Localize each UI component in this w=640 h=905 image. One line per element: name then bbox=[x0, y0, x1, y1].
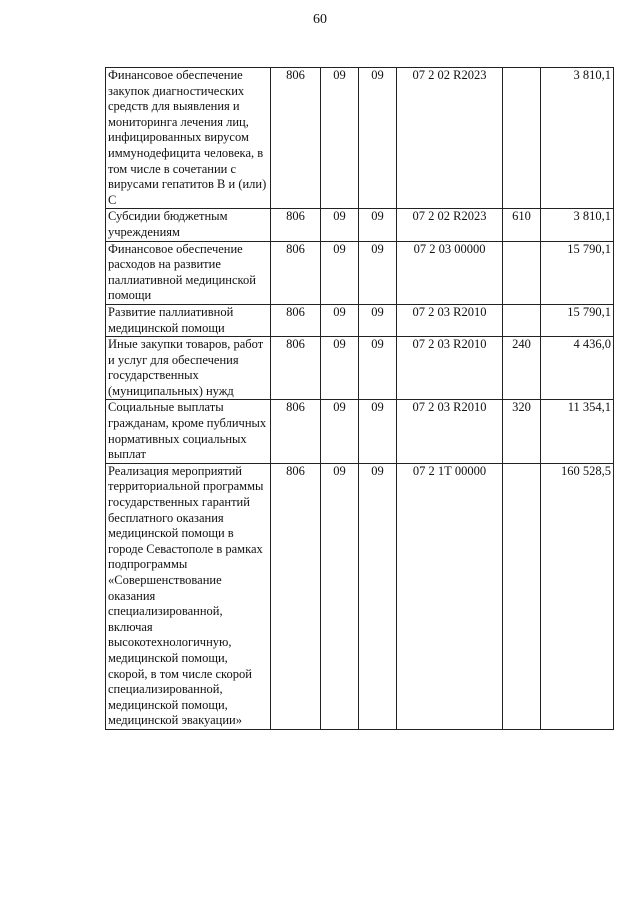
row-name: Развитие паллиативной медицинской помощи bbox=[106, 304, 271, 336]
table-row bbox=[106, 209, 614, 241]
page-number: 60 bbox=[313, 12, 327, 27]
row-target-code: 07 2 03 00000 bbox=[397, 241, 503, 304]
row-expense-code: 240 bbox=[503, 337, 541, 400]
row-section-code: 09 bbox=[321, 400, 359, 463]
row-ministry-code: 806 bbox=[271, 241, 321, 304]
row-section-code: 09 bbox=[321, 337, 359, 400]
row-subsection-code: 09 bbox=[359, 337, 397, 400]
row-name: Финансовое обеспечение расходов на развитие паллиативной медицинской помощи bbox=[106, 241, 271, 304]
row-target-code: 07 2 03 R2010 bbox=[397, 337, 503, 400]
row-sum: 3 810,1 bbox=[541, 209, 614, 241]
row-subsection-code: 09 bbox=[359, 241, 397, 304]
row-ministry-code: 806 bbox=[271, 209, 321, 241]
row-ministry-code: 806 bbox=[271, 337, 321, 400]
row-sum: 3 810,1 bbox=[541, 68, 614, 209]
row-ministry-code: 806 bbox=[271, 304, 321, 336]
row-sum: 11 354,1 bbox=[541, 400, 614, 463]
row-section-code: 09 bbox=[321, 68, 359, 209]
row-target-code: 07 2 03 R2010 bbox=[397, 304, 503, 336]
row-subsection-code: 09 bbox=[359, 68, 397, 209]
row-target-code: 07 2 03 R2010 bbox=[397, 400, 503, 463]
row-name: Реализация мероприятий территориальной программы государственных гарантий бесплатного оказания медицинской помощи в городе Севастополе в рамках подпрограммы «Совершенствование оказания специализированной, включая высокотехнологичную, медицинской помощи, скорой, в том числе скорой специализированной, медицинской помощи, медицинской эвакуации» bbox=[106, 463, 271, 729]
row-ministry-code: 806 bbox=[271, 68, 321, 209]
table-row bbox=[106, 400, 614, 463]
table-row bbox=[106, 463, 614, 729]
row-target-code: 07 2 02 R2023 bbox=[397, 68, 503, 209]
table-row bbox=[106, 337, 614, 400]
row-subsection-code: 09 bbox=[359, 209, 397, 241]
table-row bbox=[106, 304, 614, 336]
row-target-code: 07 2 1Т 00000 bbox=[397, 463, 503, 729]
row-expense-code bbox=[503, 463, 541, 729]
row-expense-code: 610 bbox=[503, 209, 541, 241]
row-sum: 15 790,1 bbox=[541, 304, 614, 336]
row-name: Иные закупки товаров, работ и услуг для обеспечения государственных (муниципальных) нужд bbox=[106, 337, 271, 400]
row-sum: 15 790,1 bbox=[541, 241, 614, 304]
row-section-code: 09 bbox=[321, 463, 359, 729]
row-subsection-code: 09 bbox=[359, 304, 397, 336]
table-row bbox=[106, 241, 614, 304]
row-expense-code bbox=[503, 304, 541, 336]
row-subsection-code: 09 bbox=[359, 463, 397, 729]
table-row bbox=[106, 68, 614, 209]
budget-table bbox=[105, 67, 614, 730]
row-name: Субсидии бюджетным учреждениям bbox=[106, 209, 271, 241]
row-sum: 4 436,0 bbox=[541, 337, 614, 400]
row-ministry-code: 806 bbox=[271, 463, 321, 729]
row-expense-code: 320 bbox=[503, 400, 541, 463]
row-ministry-code: 806 bbox=[271, 400, 321, 463]
row-section-code: 09 bbox=[321, 241, 359, 304]
row-sum: 160 528,5 bbox=[541, 463, 614, 729]
row-expense-code bbox=[503, 68, 541, 209]
row-name: Финансовое обеспечение закупок диагностических средств для выявления и мониторинга лечения лиц, инфицированных вирусом иммунодефицита человека, в том числе в сочетании с вирусами гепатитов В и (или) С bbox=[106, 68, 271, 209]
row-expense-code bbox=[503, 241, 541, 304]
row-name: Социальные выплаты гражданам, кроме публичных нормативных социальных выплат bbox=[106, 400, 271, 463]
row-target-code: 07 2 02 R2023 bbox=[397, 209, 503, 241]
row-section-code: 09 bbox=[321, 209, 359, 241]
row-section-code: 09 bbox=[321, 304, 359, 336]
row-subsection-code: 09 bbox=[359, 400, 397, 463]
